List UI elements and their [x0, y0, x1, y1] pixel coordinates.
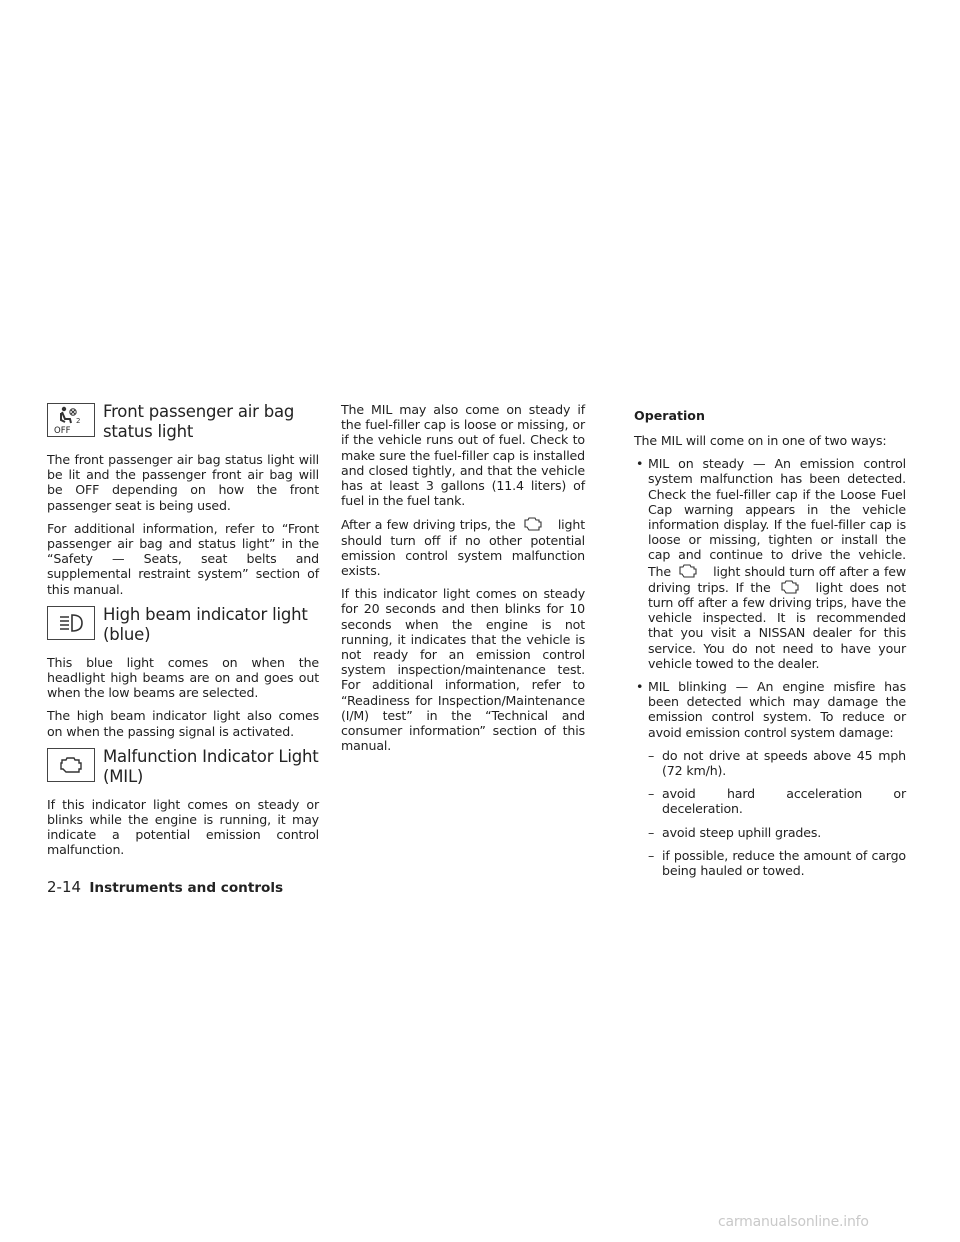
- highbeam-paragraph-1: This blue light comes on when the headlight high beams are on and goes out when the low beams are selected.: [47, 654, 319, 701]
- engine-check-icon: [677, 563, 701, 579]
- list-item: [648, 748, 906, 778]
- dash-mark: –: [648, 747, 655, 763]
- passenger-airbag-off-icon: [47, 403, 95, 437]
- mil-paragraph-3-end: light should turn off if no other potential emission control system malfunction exists.: [341, 517, 585, 579]
- highbeam-title-line1: High beam indicator light: [103, 604, 308, 624]
- section-name: Instruments and controls: [89, 880, 284, 896]
- list-item: [648, 848, 906, 878]
- svg-text:OFF: OFF: [54, 426, 71, 436]
- mil-title-line2: (MIL): [103, 766, 144, 786]
- dash-mark: –: [648, 824, 655, 840]
- highbeam-paragraph-2: The high beam indicator light also comes on when the passing signal is activated.: [47, 708, 319, 739]
- watermark: carmanualsonline.info: [718, 1214, 869, 1230]
- page-footer: [47, 878, 283, 896]
- operation-intro: The MIL will come on in one of two ways:: [634, 433, 887, 448]
- svg-text:2: 2: [76, 417, 81, 425]
- highbeam-title: [103, 605, 308, 645]
- bullet-1-text: [648, 456, 906, 671]
- airbag-paragraph-1: The front passenger air bag status light will be lit and the passenger front air bag will be OFF depending on how the front passenger seat is being used.: [47, 452, 319, 513]
- dash-mark: –: [648, 847, 655, 863]
- mil-paragraph-1: If this indicator light comes on steady or blinks while the engine is running, it may indicate a potential emission control malfunction.: [47, 796, 319, 858]
- highbeam-title-line2: (blue): [103, 624, 151, 644]
- column-left: [47, 402, 319, 866]
- bullet-1-part-b: light should turn off after a few driving trips. If the: [648, 563, 906, 595]
- mil-heading: [47, 747, 319, 787]
- mil-title-line1: Malfunction Indicator Light: [103, 746, 319, 766]
- high-beam-icon: [47, 606, 95, 640]
- list-item: [634, 679, 906, 740]
- mil-title: [103, 747, 319, 787]
- engine-check-icon: [522, 516, 546, 532]
- engine-check-icon: [47, 748, 95, 782]
- operation-heading: Operation: [634, 408, 705, 423]
- list-item: [634, 456, 906, 671]
- column-middle: [341, 402, 585, 761]
- airbag-title: [103, 402, 294, 442]
- bullet-mark: •: [636, 456, 644, 472]
- mil-paragraph-3-start: After a few driving trips, the: [341, 517, 516, 533]
- bullet-1-part-a: MIL on steady — An emission control system malfunction has been detected. Check the fuel-filler cap if the Loose Fuel Cap warning appears in the vehicle information display. If the fuel-filler cap is loose or missing, tighten or install the cap and continue to drive the vehicle. The: [648, 456, 906, 579]
- bullet-2-text: MIL blinking — An engine misfire has been detected which may damage the emission control system. To reduce or avoid emission control system damage:: [648, 679, 906, 740]
- dash-mark: –: [648, 786, 655, 802]
- bullet-mark: •: [636, 679, 644, 695]
- mil-paragraph-2: The MIL may also come on steady if the fuel-filler cap is loose or missing, or if the vehicle runs out of fuel. Check to make sure the fuel-filler cap is installed and closed tightly, and that the vehicle has at least 3 gallons (11.4 liters) of fuel in the fuel tank.: [341, 402, 585, 509]
- airbag-paragraph-2: For additional information, refer to “Front passenger air bag and status light” in the “Safety — Seats, seat belts and supplemental restraint system” section of this manual.: [47, 520, 319, 597]
- airbag-title-line1: Front passenger air bag: [103, 402, 295, 421]
- list-item: [648, 825, 906, 840]
- airbag-heading: [47, 402, 319, 442]
- page-number: 2-14: [47, 878, 82, 896]
- mil-paragraph-4: If this indicator light comes on steady for 20 seconds and then blinks for 10 seconds when the engine is not running, it indicates that the vehicle is not ready for an emission control system inspection/maintenance test. For additional information, refer to “Readiness for Inspection/Maintenance (I/M) test” in the “Technical and consumer information” section of this manual.: [341, 586, 585, 754]
- bullet-1-part-c: light does not turn off after a few driving trips, have the vehicle inspected. It is recommended that you visit a NISSAN dealer for this service. You do not need to have your vehicle towed to the dealer.: [648, 579, 907, 671]
- mil-paragraph-3: [341, 516, 585, 578]
- dash-1-text: do not drive at speeds above 45 mph (72 km/h).: [662, 747, 906, 779]
- engine-check-icon: [779, 579, 803, 595]
- highbeam-heading: [47, 605, 319, 645]
- column-right: [634, 402, 906, 886]
- airbag-title-line2: status light: [103, 422, 194, 441]
- dash-3-text: avoid steep uphill grades.: [662, 824, 822, 840]
- dash-4-text: if possible, reduce the amount of cargo being hauled or towed.: [662, 847, 906, 879]
- dash-2-text: avoid hard acceleration or deceleration.: [662, 786, 906, 817]
- list-item: [648, 786, 906, 816]
